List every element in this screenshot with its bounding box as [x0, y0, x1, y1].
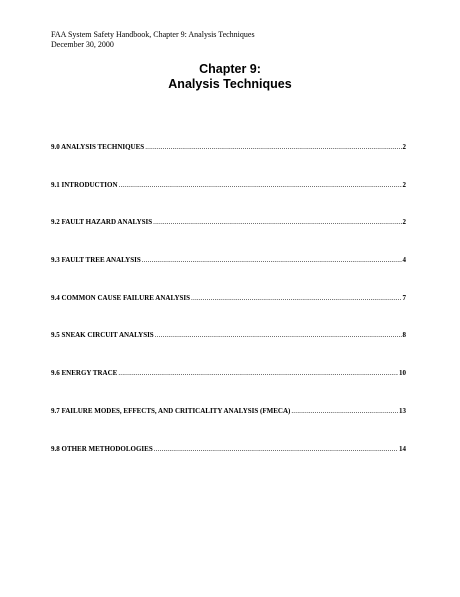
toc-entry[interactable] [51, 180, 406, 218]
toc-entry-page: 2 [402, 143, 406, 151]
dot-leader [142, 255, 402, 265]
toc-entry-label: 9.1 INTRODUCTION [51, 180, 118, 189]
toc-entry-label: 9.4 COMMON CAUSE FAILURE ANALYSIS [51, 293, 191, 302]
toc-entry-page: 4 [402, 256, 406, 265]
toc-entry-page: 7 [402, 293, 406, 302]
toc-entry-label: 9.2 FAULT HAZARD ANALYSIS [51, 218, 153, 227]
dot-leader [155, 330, 402, 340]
dot-leader [191, 293, 401, 303]
chapter-title [0, 62, 460, 92]
toc-entry-label: 9.8 OTHER METHODOLOGIES [51, 444, 153, 453]
toc-entry-page: 10 [399, 369, 406, 378]
dot-leader [153, 217, 401, 227]
dot-leader [145, 142, 401, 152]
toc-entry[interactable] [51, 406, 406, 444]
dot-leader [119, 180, 402, 190]
running-header [51, 30, 255, 50]
dot-leader [118, 368, 398, 378]
toc-entry-label: 9.3 FAULT TREE ANALYSIS [51, 256, 141, 265]
toc-entry-label: 9.5 SNEAK CIRCUIT ANALYSIS [51, 331, 154, 340]
toc-entry-page: 2 [402, 218, 406, 227]
toc-entry[interactable] [51, 255, 406, 293]
header-title: FAA System Safety Handbook, Chapter 9: Analysis Techniques [51, 30, 255, 39]
toc-entry[interactable] [51, 142, 406, 180]
dot-leader [154, 444, 398, 454]
chapter-number: Chapter 9: [199, 62, 261, 76]
toc-entry-label: 9.6 ENERGY TRACE [51, 369, 118, 378]
toc-entry[interactable] [51, 368, 406, 406]
chapter-name: Analysis Techniques [168, 77, 292, 91]
toc-entry-page: 8 [402, 331, 406, 340]
toc-entry[interactable] [51, 330, 406, 368]
toc-entry-page: 2 [402, 180, 406, 189]
toc-entry[interactable] [51, 444, 406, 482]
toc-entry-page: 13 [399, 406, 406, 415]
dot-leader [291, 406, 398, 416]
toc-entry-label: 9.0 ANALYSIS TECHNIQUES [51, 143, 145, 151]
toc-entry-page: 14 [399, 444, 406, 453]
toc-entry[interactable] [51, 293, 406, 331]
header-date: December 30, 2000 [51, 40, 114, 49]
toc-entry[interactable] [51, 217, 406, 255]
table-of-contents [51, 142, 406, 481]
toc-entry-label: 9.7 FAILURE MODES, EFFECTS, AND CRITICALITY ANALYSIS (FMECA) [51, 406, 291, 415]
